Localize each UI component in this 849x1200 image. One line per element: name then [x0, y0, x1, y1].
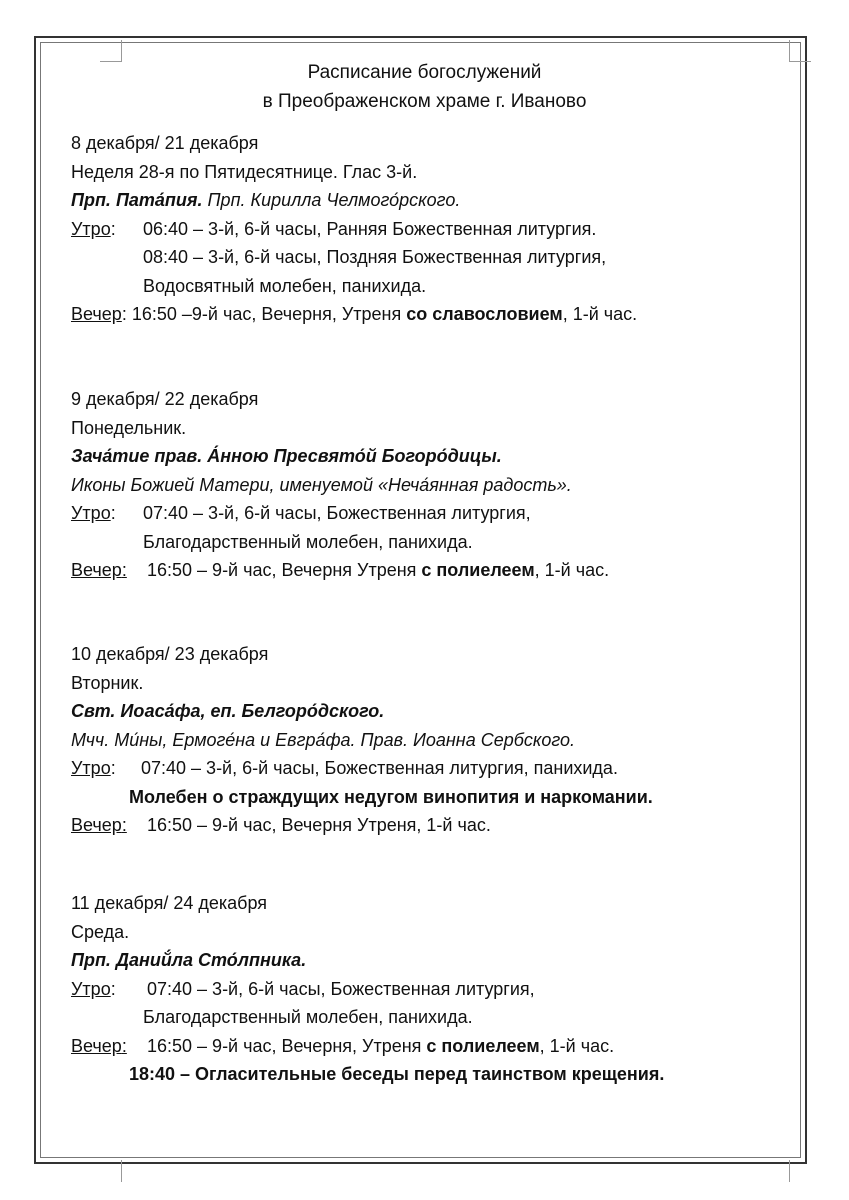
day-block-3: [71, 640, 791, 840]
colon: :: [121, 560, 127, 580]
colon: :: [110, 758, 116, 778]
feast-primary: Прп. Даний́ла Сто́лпника.: [71, 950, 307, 970]
feast-secondary: Иконы Божией Матери, именуемой «Неча́янная радость».: [71, 474, 572, 495]
evening-emphasis: с полиелеем: [426, 1035, 540, 1056]
document-title-line-1: Расписание богослужений: [307, 62, 542, 83]
day-block-2: [71, 385, 791, 585]
document-title-line-2: в Преображенском храме г. Иваново: [262, 91, 587, 112]
morning-service-2: Благодарственный молебен, панихида.: [143, 1007, 473, 1027]
morning-label: Утро: [71, 758, 111, 778]
morning-label: Утро: [71, 218, 111, 239]
saint-secondary: Прп. Кирилла Челмого́рского.: [202, 190, 461, 210]
special-service: [71, 1060, 791, 1089]
colon: :: [121, 1035, 127, 1056]
special-service: [71, 783, 791, 812]
evening-label: Вечер: [71, 1035, 122, 1056]
morning-service-2: Благодарственный молебен, панихида.: [143, 531, 473, 552]
morning-line: [71, 975, 791, 1004]
day-date: 10 декабря/ 23 декабря: [71, 644, 269, 664]
evening-text-group: [147, 1032, 614, 1061]
colon: :: [110, 218, 116, 239]
morning-line-cont: [71, 528, 791, 557]
colon: :: [110, 978, 116, 999]
morning-line: [71, 499, 791, 528]
evening-text-group: [147, 556, 609, 585]
colon: :: [110, 503, 116, 523]
morning-service-1: 06:40 – 3-й, 6-й часы, Ранняя Божественная литургия.: [143, 218, 597, 239]
day-title: Вторник.: [71, 672, 144, 693]
saints-line: [71, 186, 791, 215]
morning-label: Утро: [71, 978, 111, 999]
evening-text: 16:50 – 9-й час, Вечерня, Утреня: [147, 1035, 427, 1056]
evening-text: 16:50 – 9-й час, Вечерня Утреня: [147, 560, 422, 580]
day-date: 11 декабря/ 24 декабря: [71, 893, 268, 913]
morning-label: Утро: [71, 503, 111, 523]
evening-label: Вечер: [71, 304, 122, 324]
crop-mark: [121, 40, 122, 62]
special-service-text: 18:40 – Огласительные беседы перед таинством крещения.: [129, 1064, 665, 1084]
evening-line: [71, 811, 791, 840]
day-title: Неделя 28-я по Пятидесятнице. Глас 3-й.: [71, 161, 418, 182]
feast-secondary: Мчч. Ми́ны, Ермоге́на и Евгра́фа. Прав. Иоанна Сербского.: [71, 729, 576, 750]
evening-text-end: , 1-й час.: [539, 1035, 615, 1056]
morning-line-cont: [71, 1003, 791, 1032]
day-block-4: [71, 889, 791, 1089]
saint-primary: Прп. Пата́пия.: [71, 190, 203, 210]
morning-service-3: Водосвятный молебен, панихида.: [143, 275, 427, 296]
evening-label: Вечер: [71, 815, 122, 835]
evening-label: Вечер: [71, 560, 122, 580]
crop-mark: [789, 40, 790, 62]
colon: :: [121, 815, 127, 835]
evening-line: [71, 300, 791, 329]
evening-line: [71, 556, 791, 585]
morning-line-cont: [71, 272, 791, 301]
evening-text: 16:50 – 9-й час, Вечерня Утреня, 1-й час.: [147, 815, 491, 835]
crop-mark: [789, 1160, 790, 1182]
morning-line-cont: [71, 243, 791, 272]
morning-line: [71, 754, 791, 783]
evening-text-end: , 1-й час.: [534, 560, 610, 580]
evening-emphasis: с полиелеем: [421, 560, 535, 580]
evening-emphasis: со славословием: [406, 304, 563, 324]
morning-service-1: 07:40 – 3-й, 6-й часы, Божественная литургия, панихида.: [141, 758, 618, 778]
day-date: 8 декабря/ 21 декабря: [71, 133, 259, 153]
evening-line: [71, 1032, 791, 1061]
special-service-text: Молебен о страждущих недугом винопития и наркомании.: [129, 786, 653, 807]
morning-service-1: 07:40 – 3-й, 6-й часы, Божественная литургия,: [147, 978, 535, 999]
evening-text-end: , 1-й час.: [562, 304, 638, 324]
feast-primary: Зача́тие прав. А́нною Пресвято́й Богоро́дицы.: [71, 446, 502, 466]
evening-text: : 16:50 –9-й час, Вечерня, Утреня: [121, 304, 407, 324]
day-block-1: [71, 129, 791, 329]
day-date: 9 декабря/ 22 декабря: [71, 389, 259, 409]
morning-service-1: 07:40 – 3-й, 6-й часы, Божественная литургия,: [143, 503, 531, 523]
feast-primary: Свт. Иоаса́фа, еп. Белгоро́дского.: [71, 701, 385, 721]
day-title: Среда.: [71, 921, 130, 942]
crop-mark: [121, 1160, 122, 1182]
morning-line: [71, 215, 791, 244]
day-title: Понедельник.: [71, 417, 187, 438]
morning-service-2: 08:40 – 3-й, 6-й часы, Поздняя Божественная литургия,: [143, 247, 607, 267]
